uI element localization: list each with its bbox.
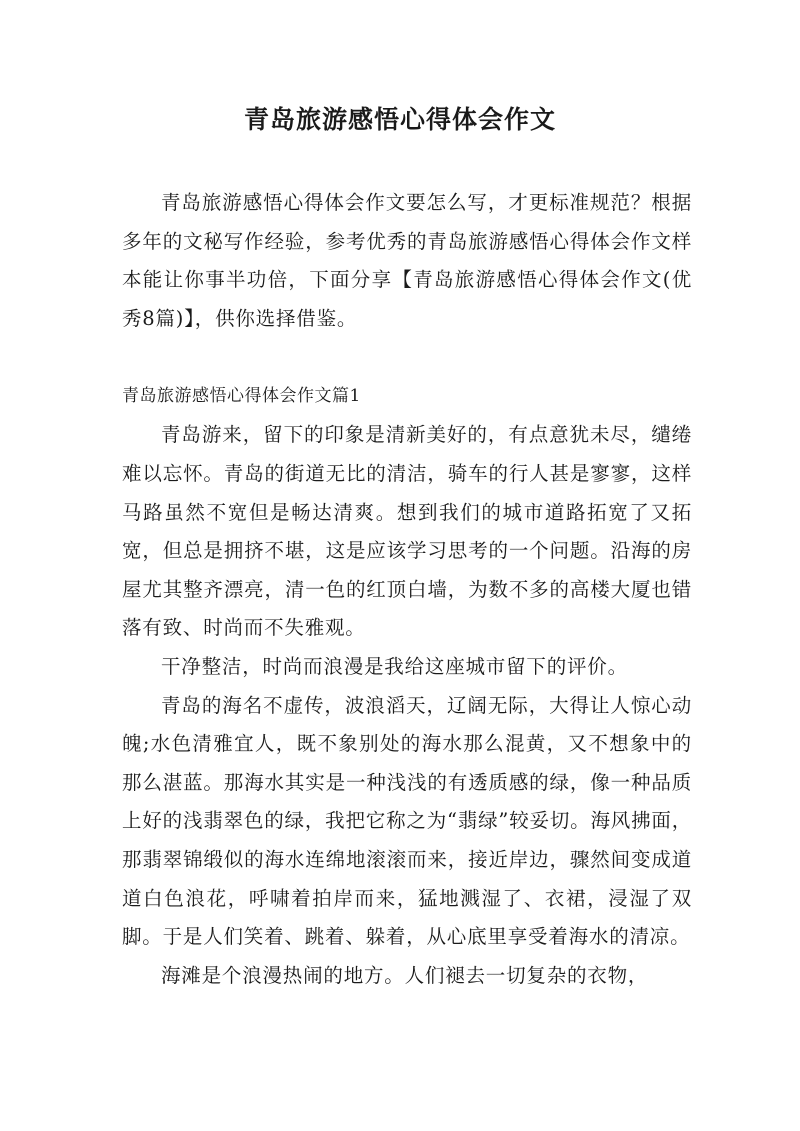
document-title: 青岛旅游感悟心得体会作文 — [243, 105, 556, 134]
body-paragraph-2: 干净整洁，时尚而浪漫是我给这座城市留下的评价。 — [161, 654, 628, 678]
body-paragraph-1: 青岛游来，留下的印象是清新美好的，有点意犹未尽，缱绻难以忘怀。青岛的街道无比的清洁，骑车的行人甚是寥寥，这样马路虽然不宽但是畅达清爽。想到我们的城市道路拓宽了又拓宽，但总是拥挤不堪，这是应该学习思考的一个问题。沿海的房屋尤其整齐漂亮，清一色的红顶白墙，为数不多的高楼大厦也错落有致、时尚而不失雅观。 — [122, 423, 692, 640]
document-body — [122, 184, 692, 995]
intro-paragraph: 青岛旅游感悟心得体会作文要怎么写，才更标准规范？根据多年的文秘写作经验，参考优秀的青岛旅游感悟心得体会作文样本能让你事半功倍，下面分享【青岛旅游感悟心得体会作文(优秀8篇)】，供你选择借鉴。 — [122, 191, 692, 330]
section-heading: 青岛旅游感悟心得体会作文篇1 — [122, 386, 361, 407]
body-paragraph-3: 青岛的海名不虚传，波浪滔天，辽阔无际，大得让人惊心动魄;水色清雅宜人，既不象别处的海水那么混黄，又不想象中的那么湛蓝。那海水其实是一种浅浅的有透质感的绿，像一种品质上好的浅翡翠色的绿，我把它称之为“翡绿”较妥切。海风拂面，那翡翠锦缎似的海水连绵地滚滚而来，接近岸边，骤然间变成道道白色浪花，呼啸着拍岸而来，猛地溅湿了、衣裙，浸湿了双脚。于是人们笑着、跳着、躲着，从心底里享受着海水的清凉。 — [122, 693, 692, 949]
body-paragraph-4: 海滩是个浪漫热闹的地方。人们褪去一切复杂的衣物， — [161, 963, 649, 987]
